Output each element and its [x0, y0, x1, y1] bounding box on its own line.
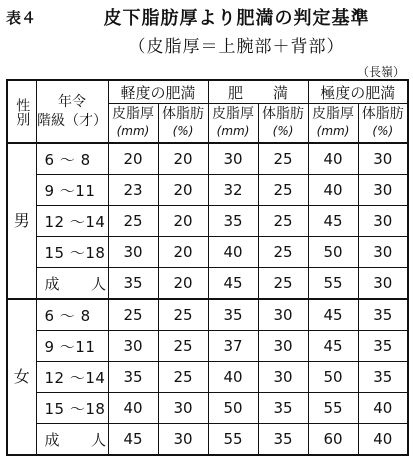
value-cell: 35 — [208, 206, 258, 237]
value-cell: 32 — [208, 175, 258, 206]
value-cell: 20 — [158, 175, 208, 206]
value-cell: 20 — [158, 268, 208, 300]
value-cell: 25 — [258, 268, 308, 300]
age-cell: 9 〜11 — [36, 331, 108, 362]
value-cell: 45 — [308, 331, 358, 362]
value-cell: 45 — [308, 299, 358, 331]
age-cell: 9 〜11 — [36, 175, 108, 206]
subheader-skinfold: 皮脂厚 (mm) — [308, 104, 358, 144]
group-header-obese: 肥 満 — [208, 80, 308, 104]
age-cell: 12 〜14 — [36, 362, 108, 393]
value-cell: 30 — [358, 143, 408, 175]
subheader-bodyfat: 体脂肪 (%) — [358, 104, 408, 144]
table-row — [7, 331, 408, 362]
value-cell: 30 — [358, 237, 408, 268]
value-cell: 40 — [208, 237, 258, 268]
value-cell: 35 — [258, 393, 308, 424]
table-row — [7, 299, 408, 331]
value-cell: 20 — [108, 143, 158, 175]
sex-cell-female: 女 — [7, 299, 36, 455]
subheader-skinfold: 皮脂厚 (mm) — [108, 104, 158, 144]
page-subtitle: （皮脂厚＝上腕部＋背部） — [128, 37, 345, 57]
value-cell: 25 — [258, 143, 308, 175]
subheader-bodyfat: 体脂肪 (%) — [158, 104, 208, 144]
age-header-bottom: 階級（才） — [37, 112, 107, 129]
table-row — [7, 393, 408, 424]
age-cell: 6 〜 8 — [36, 143, 108, 175]
table-label: 表４ — [6, 9, 37, 27]
subheader-skinfold: 皮脂厚 (mm) — [208, 104, 258, 144]
page-title: 皮下脂肪厚より肥満の判定基準 — [103, 8, 370, 29]
value-cell: 25 — [258, 237, 308, 268]
value-cell: 25 — [108, 299, 158, 331]
table-row — [7, 175, 408, 206]
age-cell: 15 〜18 — [36, 237, 108, 268]
value-cell: 37 — [208, 331, 258, 362]
document-header — [0, 0, 413, 79]
age-cell: 6 〜 8 — [36, 299, 108, 331]
age-column-header — [36, 80, 108, 143]
sex-cell-male: 男 — [7, 143, 36, 299]
value-cell: 30 — [208, 143, 258, 175]
value-cell: 35 — [358, 362, 408, 393]
subheader-bodyfat: 体脂肪 (%) — [258, 104, 308, 144]
value-cell: 30 — [158, 424, 208, 456]
value-cell: 35 — [108, 268, 158, 300]
value-cell: 30 — [258, 362, 308, 393]
value-cell: 45 — [208, 268, 258, 300]
value-cell: 25 — [258, 175, 308, 206]
age-cell: 15 〜18 — [36, 393, 108, 424]
value-cell: 30 — [158, 393, 208, 424]
value-cell: 30 — [358, 206, 408, 237]
value-cell: 40 — [308, 175, 358, 206]
value-cell: 35 — [358, 299, 408, 331]
value-cell: 35 — [108, 362, 158, 393]
value-cell: 55 — [208, 424, 258, 456]
value-cell: 35 — [208, 299, 258, 331]
value-cell: 30 — [358, 175, 408, 206]
value-cell: 35 — [258, 424, 308, 456]
table-row — [7, 424, 408, 456]
value-cell: 55 — [308, 268, 358, 300]
value-cell: 40 — [208, 362, 258, 393]
value-cell: 25 — [158, 299, 208, 331]
value-cell: 25 — [108, 206, 158, 237]
age-cell: 成 人 — [36, 424, 108, 456]
value-cell: 45 — [108, 424, 158, 456]
value-cell: 55 — [308, 393, 358, 424]
group-header-mild: 軽度の肥満 — [108, 80, 208, 104]
value-cell: 25 — [158, 331, 208, 362]
value-cell: 40 — [108, 393, 158, 424]
value-cell: 35 — [358, 331, 408, 362]
value-cell: 20 — [158, 237, 208, 268]
age-header-top: 年令 — [58, 93, 86, 110]
age-cell: 成 人 — [36, 268, 108, 300]
value-cell: 40 — [358, 393, 408, 424]
sex-column-header: 性別 — [7, 80, 36, 143]
value-cell: 40 — [308, 143, 358, 175]
table-row — [7, 362, 408, 393]
age-cell: 12 〜14 — [36, 206, 108, 237]
obesity-criteria-table — [6, 79, 409, 456]
header-row-groups — [7, 80, 408, 104]
table-row — [7, 268, 408, 300]
group-header-severe: 極度の肥満 — [308, 80, 408, 104]
value-cell: 60 — [308, 424, 358, 456]
value-cell: 50 — [208, 393, 258, 424]
value-cell: 30 — [258, 299, 308, 331]
value-cell: 30 — [358, 268, 408, 300]
source-note: （長嶺） — [356, 65, 405, 79]
value-cell: 20 — [158, 143, 208, 175]
value-cell: 30 — [108, 331, 158, 362]
value-cell: 40 — [358, 424, 408, 456]
value-cell: 20 — [158, 206, 208, 237]
value-cell: 50 — [308, 362, 358, 393]
value-cell: 23 — [108, 175, 158, 206]
table-row — [7, 143, 408, 175]
table-row — [7, 206, 408, 237]
value-cell: 30 — [258, 331, 308, 362]
table-row — [7, 237, 408, 268]
value-cell: 25 — [258, 206, 308, 237]
value-cell: 50 — [308, 237, 358, 268]
value-cell: 25 — [158, 362, 208, 393]
value-cell: 45 — [308, 206, 358, 237]
value-cell: 30 — [108, 237, 158, 268]
